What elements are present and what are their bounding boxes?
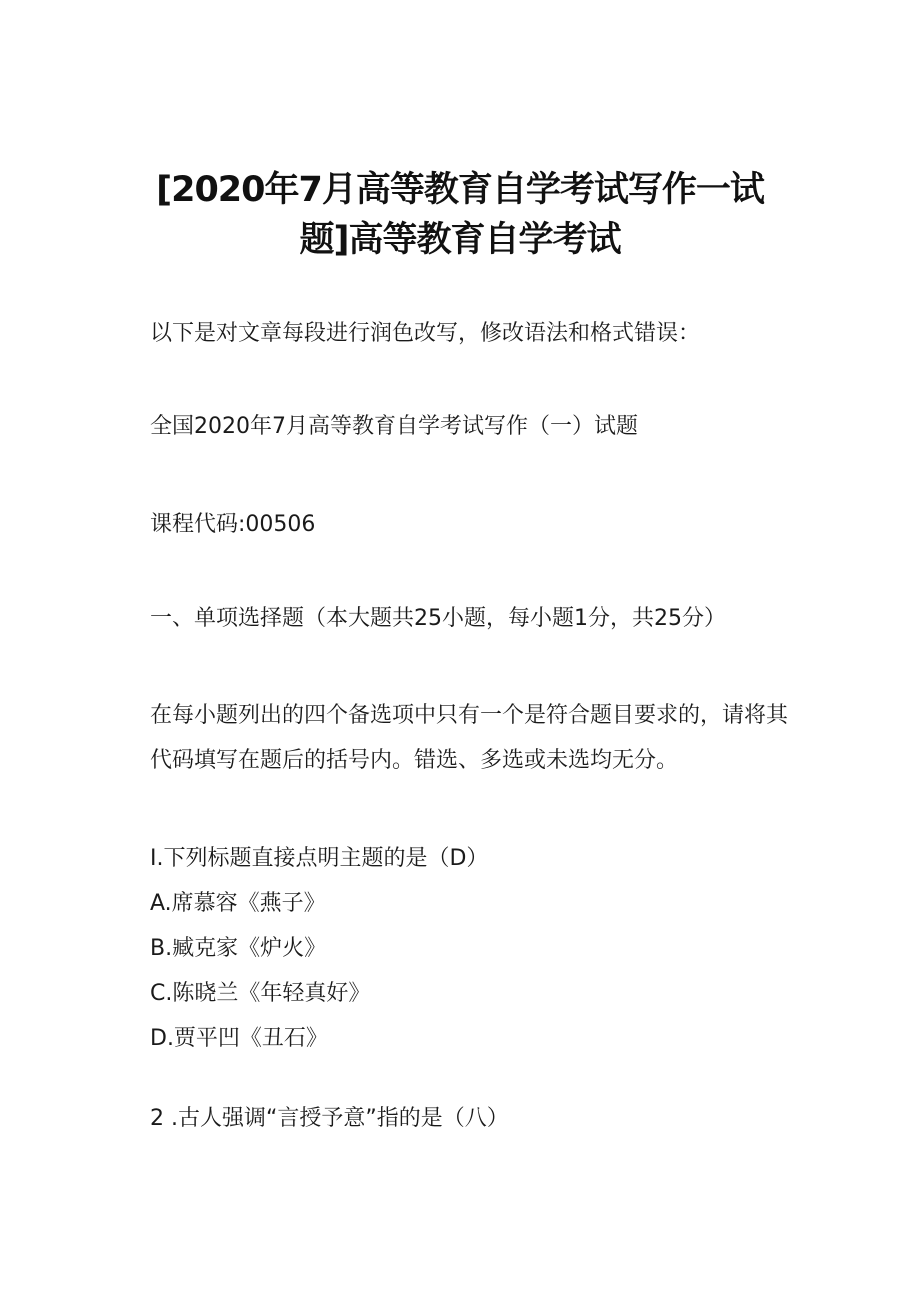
question-1-stem: I.下列标题直接点明主题的是（D）: [150, 846, 489, 871]
question-1-option-b: B.臧克家《炉火》: [150, 936, 327, 961]
question-1-option-c: C.陈晓兰《年轻真好》: [150, 981, 371, 1006]
section-heading: 一、单项选择题（本大题共25小题，每小题1分，共25分）: [150, 606, 726, 631]
instructions-line-1: 在每小题列出的四个备选项中只有一个是符合题目要求的，请将其: [150, 703, 789, 728]
question-2-stem: 2 .古人强调“言授予意”指的是（八）: [150, 1106, 509, 1131]
document-title-line-1: [2020年7月高等教育自学考试写作一试: [156, 170, 764, 210]
course-code: 课程代码:00506: [150, 512, 316, 537]
document-title-line-2: 题]高等教育自学考试: [299, 220, 621, 260]
question-1-option-d: D.贾平凹《丑石》: [150, 1026, 328, 1051]
question-1-option-a: A.席慕容《燕子》: [150, 891, 326, 916]
exam-name: 全国2020年7月高等教育自学考试写作（一）试题: [150, 414, 638, 439]
instructions-line-2: 代码填写在题后的括号内。错选、多选或未选均无分。: [150, 748, 679, 773]
intro-text: 以下是对文章每段进行润色改写，修改语法和格式错误：: [150, 321, 701, 346]
